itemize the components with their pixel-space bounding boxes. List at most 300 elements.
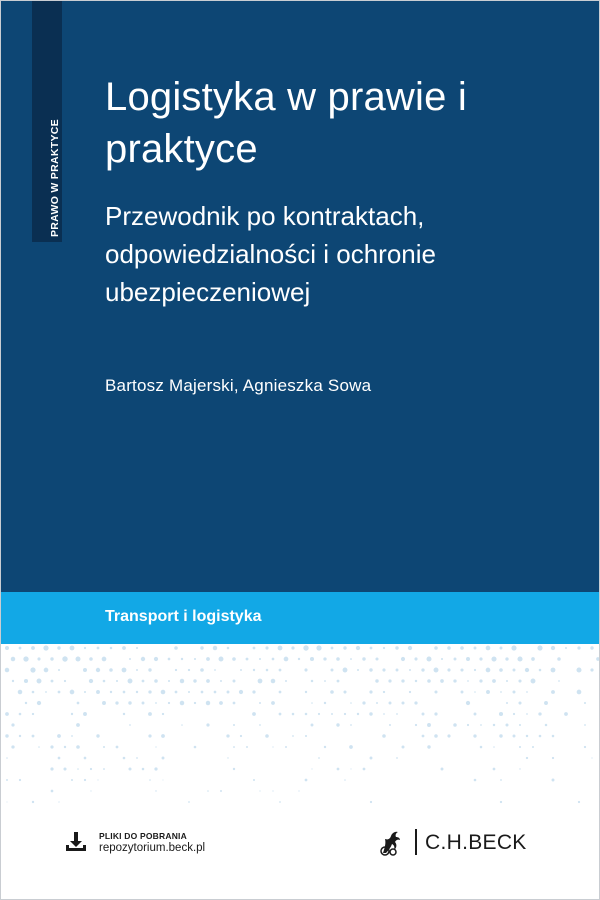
pattern-dot [148, 668, 151, 671]
pattern-dot [259, 724, 261, 726]
pattern-dot [537, 645, 542, 650]
pattern-dot [122, 646, 126, 650]
pattern-dot [357, 669, 359, 671]
publisher-name: C.H.BECK [425, 831, 527, 854]
pattern-dot [415, 680, 417, 682]
pattern-dot [298, 658, 300, 660]
pattern-dot [181, 724, 183, 726]
pattern-dot [363, 768, 366, 771]
pattern-dot [491, 656, 496, 661]
publisher-separator [415, 829, 417, 855]
pattern-dot [45, 691, 47, 693]
pattern-dot [577, 690, 582, 695]
pattern-dot [279, 713, 282, 716]
download-icon [65, 831, 87, 853]
pattern-dot [96, 690, 100, 694]
pattern-dot [336, 723, 339, 726]
pattern-dot [110, 691, 112, 693]
pattern-dot [50, 767, 53, 770]
pattern-dot [382, 734, 386, 738]
pattern-dot [136, 757, 138, 759]
pattern-dot [305, 691, 307, 693]
pattern-dot [23, 656, 28, 661]
pattern-dot [402, 746, 405, 749]
pattern-dot [123, 691, 126, 694]
pattern-dot [71, 779, 73, 781]
pattern-dot [551, 668, 556, 673]
pattern-dot [324, 680, 326, 682]
pattern-dot [401, 679, 404, 682]
pattern-dot [493, 746, 495, 748]
pattern-dot [168, 658, 171, 661]
pattern-dot [51, 680, 54, 683]
pattern-dot [480, 724, 482, 726]
pattern-dot [383, 647, 385, 649]
pattern-dot [395, 646, 398, 649]
pattern-dot [226, 734, 229, 737]
pattern-dot [513, 735, 516, 738]
pattern-dot [517, 656, 522, 661]
pattern-dot [103, 680, 106, 683]
pattern-dot [383, 713, 385, 715]
category-label: Transport i logistyka [105, 608, 262, 625]
pattern-dot [474, 691, 476, 693]
book-subtitle: Przewodnik po kontraktach, odpowiedzialności i ochronie ubezpieczeniowej [105, 201, 436, 307]
pattern-dot [460, 668, 463, 671]
pattern-dot [84, 691, 86, 693]
pattern-dot [259, 790, 260, 791]
pattern-dot [285, 746, 287, 748]
pattern-dot [343, 646, 346, 649]
pattern-dot [467, 724, 469, 726]
pattern-dot [181, 658, 183, 660]
pattern-dot [369, 668, 372, 671]
pattern-dot [518, 679, 521, 682]
pattern-dot [265, 646, 268, 649]
pattern-dot [259, 702, 261, 704]
pattern-dot [109, 668, 113, 672]
pattern-dot [84, 779, 86, 781]
pattern-dot [253, 669, 255, 671]
pattern-dot [544, 701, 548, 705]
pattern-dot [441, 658, 443, 660]
pattern-dot [58, 669, 60, 671]
pattern-dot [552, 735, 555, 738]
pattern-dot [278, 646, 283, 651]
pattern-dot [148, 712, 152, 716]
pattern-dot [389, 724, 391, 726]
pattern-dot [161, 690, 166, 695]
pattern-dot [474, 779, 477, 782]
pattern-dot [180, 701, 185, 706]
pattern-dot [206, 723, 209, 726]
pattern-dot [271, 701, 275, 705]
pattern-dot [142, 680, 145, 683]
pattern-dot [564, 712, 568, 716]
pattern-dot [102, 657, 107, 662]
pattern-dot [11, 657, 16, 662]
pattern-dot [343, 690, 346, 693]
pattern-dot [90, 768, 92, 770]
pattern-dot [58, 757, 61, 760]
pattern-dot [578, 801, 580, 803]
pattern-dot [426, 656, 431, 661]
pattern-dot [227, 647, 230, 650]
pattern-dot [350, 702, 352, 704]
pattern-dot [356, 646, 360, 650]
pattern-dot [499, 712, 503, 716]
pattern-dot [102, 701, 106, 705]
pattern-dot [304, 668, 307, 671]
pattern-dot [310, 657, 314, 661]
pattern-dot [96, 668, 100, 672]
pattern-dot [453, 679, 456, 682]
pattern-dot [266, 669, 269, 672]
pattern-dot [382, 668, 385, 671]
pattern-dot [24, 679, 28, 683]
pattern-dot [370, 647, 373, 650]
pattern-dot [258, 679, 263, 684]
pattern-dot [316, 645, 321, 650]
pattern-dot [97, 647, 100, 650]
pattern-dot [122, 668, 127, 673]
pattern-dot [285, 680, 287, 682]
pattern-dot [188, 801, 190, 803]
pattern-dot [500, 801, 502, 803]
pattern-dot [590, 668, 593, 671]
pattern-dot [37, 657, 40, 660]
pattern-dot [32, 713, 34, 715]
pattern-dot [505, 657, 508, 660]
pattern-dot [11, 723, 14, 726]
pattern-dot [453, 723, 457, 727]
pattern-dot [253, 647, 256, 650]
pattern-dot [220, 680, 222, 682]
pattern-dot [362, 701, 365, 704]
pattern-dot [246, 658, 249, 661]
pattern-dot [551, 646, 555, 650]
pattern-dot [194, 746, 197, 749]
pattern-dot [409, 669, 411, 671]
pattern-dot [44, 668, 49, 673]
pattern-dot [142, 702, 145, 705]
pattern-dot [19, 647, 22, 650]
pattern-dot [162, 713, 164, 715]
pattern-dot [525, 668, 529, 672]
pattern-dot [343, 668, 348, 673]
pattern-dot [70, 646, 75, 651]
pattern-dot [467, 680, 469, 682]
pattern-dot [252, 712, 256, 716]
pattern-dot [291, 646, 294, 649]
pattern-dot [214, 691, 217, 694]
pattern-dot [77, 702, 80, 705]
pattern-dot [19, 779, 21, 781]
pattern-dot [252, 690, 255, 693]
pattern-dot [175, 669, 177, 671]
pattern-dot [128, 767, 131, 770]
pattern-dot [162, 779, 163, 780]
pattern-dot [90, 790, 91, 791]
pattern-dot [596, 657, 599, 661]
pattern-dot [324, 746, 326, 748]
pattern-dot [58, 691, 61, 694]
pattern-dot [148, 734, 151, 737]
pattern-dot [233, 680, 236, 683]
pattern-dot [474, 669, 476, 671]
pattern-dot [479, 657, 482, 660]
pattern-dot [142, 768, 145, 771]
pattern-dot [526, 713, 528, 715]
pattern-dot [77, 768, 79, 770]
pattern-dot [538, 712, 541, 715]
pattern-dot [110, 647, 113, 650]
pattern-dot [136, 669, 138, 671]
pattern-dot [123, 713, 125, 715]
pattern-dot [370, 757, 373, 760]
pattern-dot [331, 647, 334, 650]
pattern-dot [357, 713, 359, 715]
pattern-dot [505, 723, 508, 726]
pattern-dot [506, 702, 508, 704]
pattern-dot [415, 724, 417, 726]
pattern-dot [193, 679, 196, 682]
pattern-dot [253, 779, 255, 781]
pattern-dot [76, 657, 81, 662]
pattern-dot [227, 691, 230, 694]
pattern-dot [18, 690, 23, 695]
pattern-dot [318, 713, 320, 715]
pattern-dot [76, 745, 80, 749]
pattern-dot [96, 734, 99, 737]
pattern-dot [43, 645, 48, 650]
pattern-dot [32, 801, 34, 803]
pattern-dot [441, 768, 444, 771]
pattern-dot [519, 768, 520, 769]
pattern-dot [37, 701, 41, 705]
pattern-dot [396, 757, 398, 759]
pattern-dot [11, 745, 14, 748]
pattern-dot [206, 701, 210, 705]
pattern-dot [526, 691, 528, 693]
pattern-dot [492, 679, 496, 683]
pattern-dot [246, 746, 248, 748]
pattern-dot [57, 734, 61, 738]
pattern-dot [330, 690, 334, 694]
pattern-dot [148, 690, 151, 693]
pattern-dot [311, 680, 314, 683]
pattern-dot [116, 746, 119, 749]
pattern-dot [38, 746, 40, 748]
pattern-dot [279, 669, 282, 672]
book-authors: Bartosz Majerski, Agnieszka Sowa [105, 376, 372, 395]
pattern-dot [401, 657, 405, 661]
pattern-dot [168, 702, 170, 704]
pattern-dot [408, 646, 412, 650]
pattern-dot [375, 657, 378, 660]
pattern-dot [123, 757, 126, 760]
pattern-dot [461, 691, 464, 694]
pattern-dot [272, 658, 275, 661]
pattern-dot [337, 680, 340, 683]
pattern-dot [422, 735, 425, 738]
pattern-dot [19, 735, 21, 737]
pattern-dot [71, 713, 73, 715]
pattern-dot [331, 669, 334, 672]
pattern-dot [486, 646, 491, 651]
pattern-dot [511, 645, 516, 650]
pattern-dot [103, 746, 105, 748]
pattern-dot [349, 745, 353, 749]
pattern-dot [499, 734, 502, 737]
pattern-dot [31, 646, 35, 650]
pattern-dot [6, 779, 8, 781]
download-url[interactable]: repozytorium.beck.pl [99, 842, 206, 854]
pattern-dot [500, 691, 502, 693]
pattern-dot [369, 690, 372, 693]
pattern-dot [219, 701, 223, 705]
pattern-dot [174, 646, 178, 650]
pattern-dot [552, 779, 555, 782]
pattern-dot [486, 668, 491, 673]
pattern-dot [584, 702, 586, 704]
pattern-dot [232, 657, 236, 661]
pattern-dot [303, 645, 308, 650]
pattern-dot [311, 724, 314, 727]
pattern-dot [200, 668, 204, 672]
pattern-dot [279, 801, 281, 803]
pattern-dot [5, 734, 8, 737]
pattern-dot [37, 679, 42, 684]
pattern-dot [396, 669, 399, 672]
pattern-dot [493, 724, 495, 726]
pattern-dot [500, 779, 502, 781]
pattern-dot [168, 680, 170, 682]
pattern-dot [103, 768, 105, 770]
pattern-dot [284, 657, 289, 662]
pattern-dot [25, 702, 27, 704]
pattern-dot [161, 734, 165, 738]
pattern-dot [233, 702, 236, 705]
pattern-dot [545, 724, 548, 727]
pattern-dot [539, 669, 542, 672]
pattern-dot [466, 701, 470, 705]
pattern-dot [162, 757, 165, 760]
pattern-dot [318, 757, 320, 759]
pattern-dot [265, 734, 269, 738]
pattern-dot [58, 801, 59, 802]
pattern-dot [201, 691, 204, 694]
pattern-dot [279, 691, 282, 694]
pattern-dot [32, 691, 35, 694]
pattern-dot [129, 724, 131, 726]
pattern-dot [460, 646, 464, 650]
pattern-dot [506, 680, 508, 682]
pattern-dot [214, 669, 216, 671]
pattern-dot [344, 779, 346, 781]
pattern-dot [233, 768, 235, 770]
pattern-dot [154, 679, 158, 683]
pattern-dot [513, 713, 515, 715]
pattern-dot [526, 757, 528, 759]
pattern-dot [63, 767, 66, 770]
pattern-dot [389, 702, 392, 705]
pattern-dot [83, 668, 87, 672]
pattern-dot [188, 691, 190, 693]
pattern-dot [76, 723, 80, 727]
pattern-dot [136, 647, 138, 649]
pattern-dot [50, 657, 53, 660]
pattern-dot [233, 724, 235, 726]
pattern-dot [84, 757, 87, 760]
book-title: Logistyka w prawie i praktyce [105, 75, 467, 171]
pattern-dot [233, 746, 235, 748]
pattern-dot [180, 679, 184, 683]
pattern-dot [89, 657, 93, 661]
pattern-dot [305, 779, 308, 782]
pattern-dot [115, 701, 118, 704]
pattern-dot [5, 646, 9, 650]
pattern-dot [422, 713, 425, 716]
pattern-dot [493, 768, 496, 771]
pattern-dot [155, 702, 157, 704]
pattern-dot [240, 735, 242, 737]
pattern-dot [421, 668, 424, 671]
pattern-dot [194, 658, 196, 660]
pattern-dot [6, 801, 7, 802]
pattern-dot [427, 723, 431, 727]
pattern-dot [440, 679, 444, 683]
pattern-dot [206, 657, 210, 661]
series-label: PRAWO W PRAKTYCE [49, 119, 61, 237]
pattern-dot [344, 713, 346, 715]
pattern-dot [370, 801, 372, 803]
pattern-dot [128, 701, 131, 704]
pattern-dot [64, 680, 66, 682]
pattern-dot [154, 767, 157, 770]
pattern-dot [414, 657, 417, 660]
pattern-dot [552, 757, 554, 759]
pattern-dot [128, 679, 133, 684]
pattern-dot [206, 679, 210, 683]
pattern-dot [154, 657, 158, 661]
pattern-dot [409, 691, 411, 693]
pattern-dot [480, 746, 483, 749]
pattern-dot [447, 668, 450, 671]
pattern-dot [532, 746, 534, 748]
pattern-dot [64, 746, 66, 748]
pattern-dot [557, 657, 561, 661]
pattern-dot [311, 702, 313, 704]
pattern-dot [5, 712, 9, 716]
pattern-dot [32, 735, 35, 738]
pattern-dot [116, 680, 118, 682]
pattern-dot [376, 702, 378, 704]
pattern-dot [71, 735, 73, 737]
category-band [1, 592, 599, 644]
pattern-dot [434, 690, 437, 693]
pattern-dot [12, 680, 14, 682]
pattern-dot [97, 779, 98, 780]
pattern-dot [369, 712, 372, 715]
pattern-dot [129, 658, 131, 660]
pattern-dot [89, 679, 93, 683]
pattern-dot [539, 735, 542, 738]
pattern-dot [271, 679, 276, 684]
pattern-dot [427, 679, 431, 683]
pattern-dot [324, 702, 326, 704]
pattern-dot [500, 647, 503, 650]
